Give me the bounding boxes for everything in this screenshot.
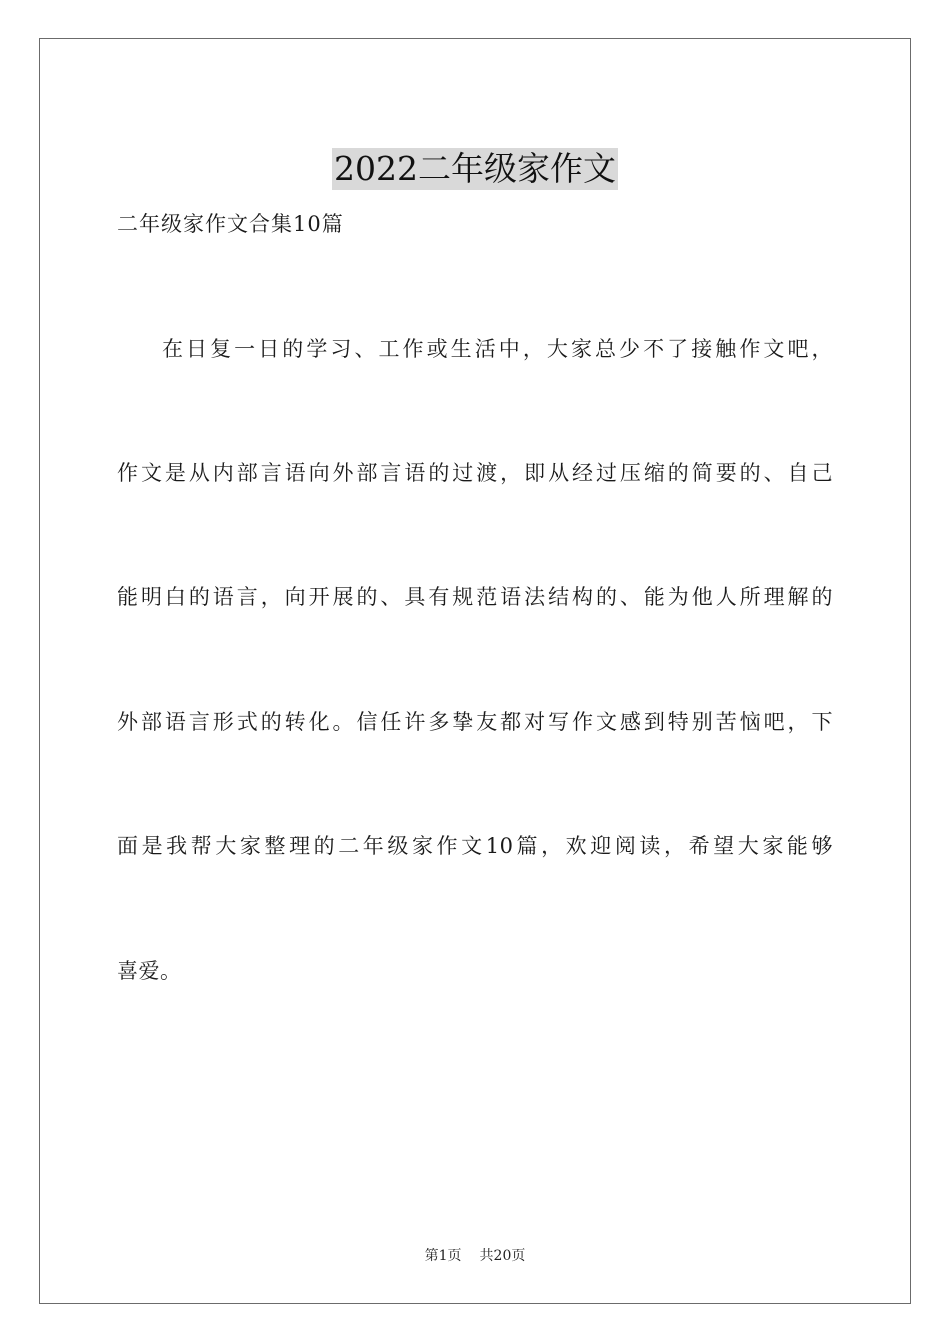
paragraph-line: 在日复一日的学习、工作或生活中，大家总少不了接触作文吧， bbox=[162, 337, 833, 361]
paragraph-line: 面是我帮大家整理的二年级家作文10篇，欢迎阅读，希望大家能够 bbox=[117, 834, 833, 858]
paragraph-line: 外部语言形式的转化。信任许多挚友都对写作文感到特别苦恼吧，下 bbox=[117, 710, 833, 734]
document-title: 2022二年级家作文 bbox=[334, 149, 616, 189]
page-footer bbox=[0, 1247, 950, 1265]
paragraph-line: 喜爱。 bbox=[117, 959, 182, 983]
document-subtitle: 二年级家作文合集10篇 bbox=[117, 212, 344, 236]
title-container bbox=[0, 126, 950, 212]
paragraph-line: 能明白的语言，向开展的、具有规范语法结构的、能为他人所理解的 bbox=[117, 585, 833, 609]
page-number: 第1页 bbox=[424, 1248, 462, 1264]
page-total: 共20页 bbox=[479, 1248, 526, 1264]
paragraph-line: 作文是从内部言语向外部言语的过渡，即从经过压缩的简要的、自己 bbox=[117, 461, 833, 485]
